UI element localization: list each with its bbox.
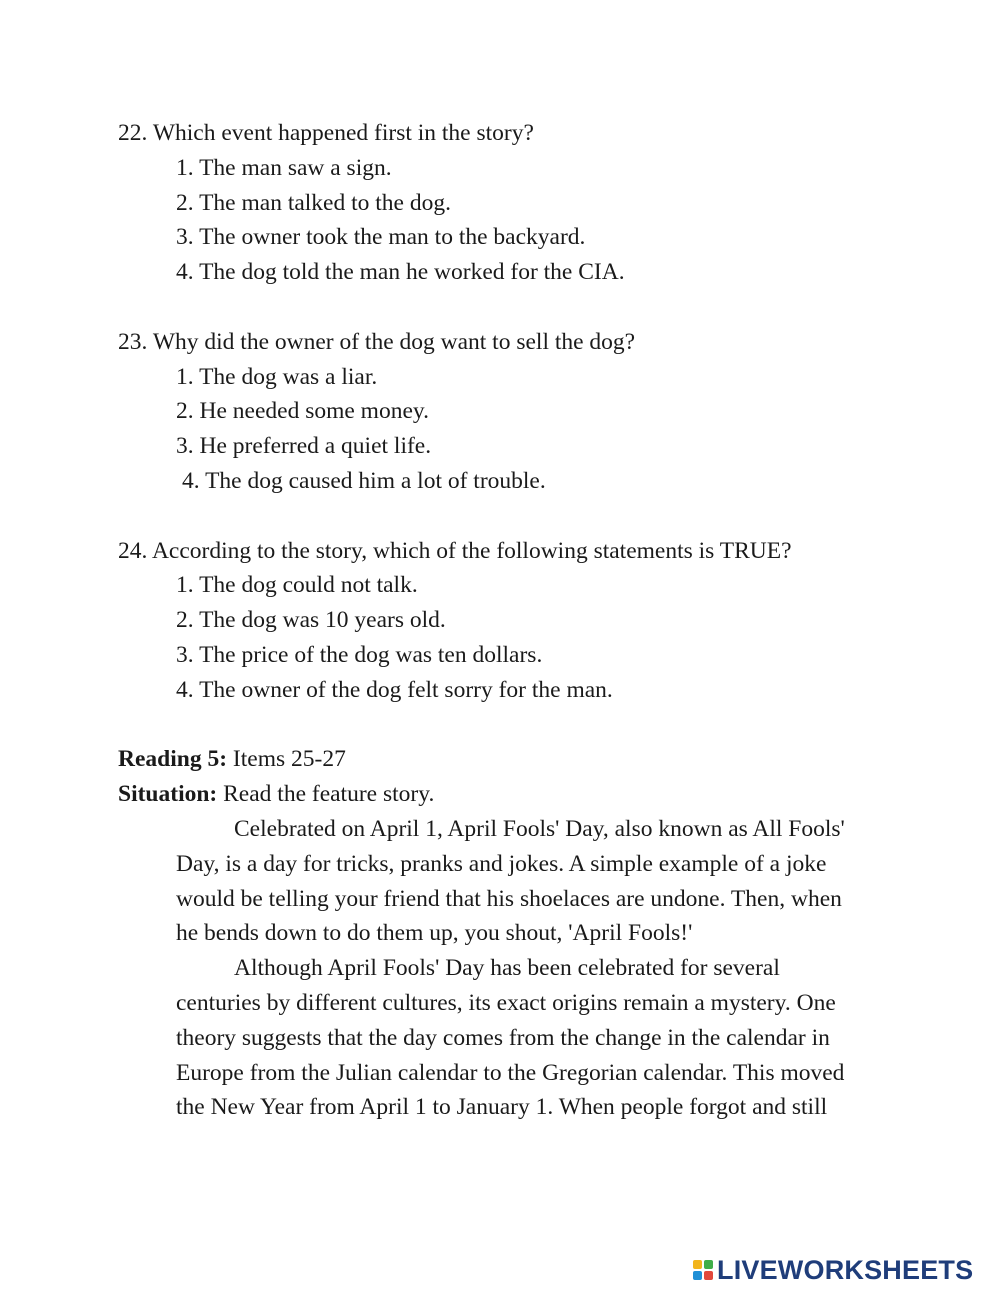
answer-options xyxy=(118,151,878,290)
answer-option: 3. The owner took the man to the backyard. xyxy=(176,224,586,251)
answer-option: 2. The man talked to the dog. xyxy=(176,189,451,216)
answer-options xyxy=(118,360,878,499)
liveworksheets-logo xyxy=(693,1255,973,1285)
question-24 xyxy=(118,534,878,708)
logo-square xyxy=(704,1271,713,1280)
paragraph-line: Europe from the Julian calendar to the Gregorian calendar. This moved xyxy=(176,1059,845,1086)
reading-heading xyxy=(118,742,878,777)
question-text: 22. Which event happened first in the story? xyxy=(118,120,534,146)
answer-option: 3. He preferred a quiet life. xyxy=(176,433,432,460)
answer-option: 4. The dog caused him a lot of trouble. xyxy=(182,467,546,494)
paragraph-line: Although April Fools' Day has been celebrated for several xyxy=(234,955,780,982)
paragraph-line: would be telling your friend that his shoelaces are undone. Then, when xyxy=(176,885,842,912)
answer-option: 3. The price of the dog was ten dollars. xyxy=(176,641,543,668)
question-23 xyxy=(118,325,878,499)
answer-option: 1. The dog was a liar. xyxy=(176,363,378,390)
situation-line xyxy=(118,777,878,812)
answer-option: 2. The dog was 10 years old. xyxy=(176,607,446,634)
worksheet-page xyxy=(118,116,878,1125)
situation-label: Situation: xyxy=(118,781,218,808)
answer-options xyxy=(118,568,878,707)
situation-text: Read the feature story. xyxy=(217,781,435,808)
reading-label: Reading 5: xyxy=(118,746,228,773)
paragraph-line: the New Year from April 1 to January 1. When people forgot and still xyxy=(176,1094,828,1121)
story-paragraph-2 xyxy=(118,951,878,1125)
logo-text: LIVEWORKSHEETS xyxy=(717,1254,974,1285)
question-text: 24. According to the story, which of the following statements is TRUE? xyxy=(118,537,792,564)
answer-option: 1. The dog could not talk. xyxy=(176,572,418,599)
paragraph-line: centuries by different cultures, its exact origins remain a mystery. One xyxy=(176,989,836,1016)
logo-square xyxy=(704,1260,713,1269)
question-22 xyxy=(118,116,878,290)
paragraph-line: he bends down to do them up, you shout, 'April Fools!' xyxy=(176,920,693,947)
logo-icon xyxy=(693,1260,713,1280)
logo-square xyxy=(693,1271,702,1280)
answer-option: 4. The dog told the man he worked for the CIA. xyxy=(176,259,625,286)
answer-option: 1. The man saw a sign. xyxy=(176,154,392,181)
answer-option: 2. He needed some money. xyxy=(176,398,429,425)
answer-option: 4. The owner of the dog felt sorry for the man. xyxy=(176,676,613,703)
paragraph-line: Celebrated on April 1, April Fools' Day, also known as All Fools' xyxy=(234,815,845,842)
logo-square xyxy=(693,1260,702,1269)
paragraph-line: theory suggests that the day comes from the change in the calendar in xyxy=(176,1024,830,1051)
paragraph-line: Day, is a day for tricks, pranks and jokes. A simple example of a joke xyxy=(176,850,827,877)
question-text: 23. Why did the owner of the dog want to sell the dog? xyxy=(118,328,636,355)
story-paragraph-1 xyxy=(118,812,878,951)
reading-items: Items 25-27 xyxy=(227,746,346,773)
